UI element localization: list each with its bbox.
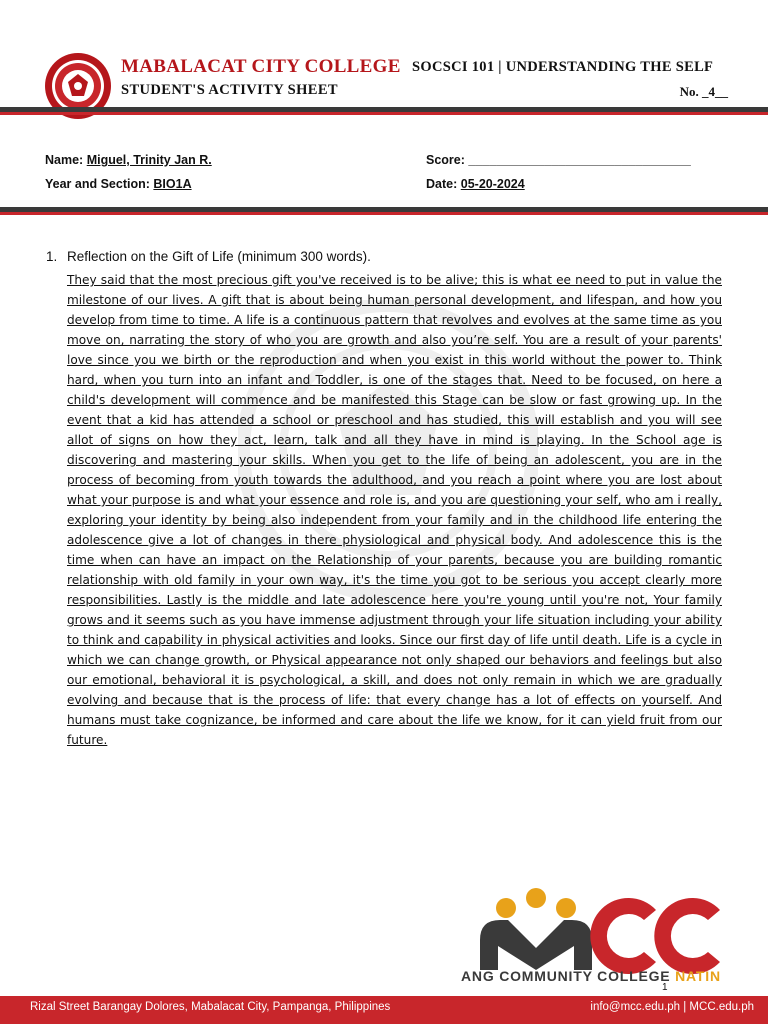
footer-address: Rizal Street Barangay Dolores, Mabalacat City, Pampanga, Philippines xyxy=(30,1001,391,1013)
year-section-field xyxy=(45,177,192,191)
footer-contact: info@mcc.edu.ph | MCC.edu.ph xyxy=(590,1001,754,1013)
header-divider-red xyxy=(0,112,768,115)
score-value: ________________________________ xyxy=(468,153,691,167)
tagline xyxy=(461,968,721,984)
sheet-number-label: No. xyxy=(679,84,699,99)
course-title: SOCSCI 101 | UNDERSTANDING THE SELF xyxy=(412,59,714,75)
header xyxy=(0,0,768,110)
info-divider-red xyxy=(0,212,768,215)
footer xyxy=(0,996,768,1024)
college-name: MABALACAT CITY COLLEGE xyxy=(121,56,401,77)
name-value: Miguel, Trinity Jan R. xyxy=(86,153,212,167)
date-value: 05-20-2024 xyxy=(460,177,525,191)
sheet-title: STUDENT'S ACTIVITY SHEET xyxy=(121,82,338,98)
essay-text: They said that the most precious gift you've received is to be alive; this is what ee need to put in value the milestone of our lives. A gift that is about being human personal development, and lifespan, and how you develop from time to time. A life is a continuous pattern that revolves and evolves at the same time as you move on, narrating the story of who you are growth and also you’re self. You are a result of your parents' love since you we birth or the reproduction and when you exist in this world without the power to. Think hard, when you turn into an infant and Toddler, is one of the stages that. Need to be focused, on here a child's development will commence and be manifested this Stage can be slow or fast growing up. In the event that a kid has attended a school or preschool and has studied, this will establish and you will see allot of signs on how they act, learn, talk and all they have in mind is playing. In the School age is discovering and mastering your skills. When you get to the life of being an adolescent, you are in the process of becoming from youth towards the adulthood, and you reach a point where you are lost about what your purpose is and what your essence and role is, and you are questioning your self, who am i really, exploring your identity by being also independent from your family and in the childhood life entering the adolescence give a lot of changes in there physiological and physical body. And adolescence this is the time when can have an impact on the Relationship of your parents, because you are building romantic relationship with old family in your own way, it's the time you got to be serious you accept clearly more responsibilities. Lastly is the middle and late adolescence here you're young until you're not, Your family grows and it seems such as you have immense adjustment through your life situation including your ability to think and capability in physical activities and looks. Since our first day of life until death. Life is a cycle in which we can change growth, or Physical appearance not only shaped our behaviors and feelings but also our emotional, behavioral it is psychological, a skill, and does not only remain in which we are gradually evolving and because that is the process of life: that every change has a lot of effects on yourself. And humans must take cognizance, be informed and care about the life we know, for it can yield fruit from our future. xyxy=(67,273,722,747)
sheet-number-value: _4__ xyxy=(702,84,728,99)
item-title: Reflection on the Gift of Life (minimum 300 words). xyxy=(67,249,371,264)
name-label: Name: xyxy=(45,153,84,167)
tagline-main: ANG COMMUNITY COLLEGE xyxy=(461,968,671,984)
sheet-number xyxy=(680,84,728,100)
tagline-accent: NATIN xyxy=(675,968,721,984)
score-field xyxy=(426,153,691,167)
score-label: Score: xyxy=(426,153,465,167)
date-field xyxy=(426,177,525,191)
item-number: 1. xyxy=(46,249,58,264)
page-number: 1 xyxy=(662,982,668,993)
name-field xyxy=(45,153,212,167)
date-label: Date: xyxy=(426,177,458,191)
year-section-value: BIO1A xyxy=(153,177,192,191)
year-section-label: Year and Section: xyxy=(45,177,150,191)
